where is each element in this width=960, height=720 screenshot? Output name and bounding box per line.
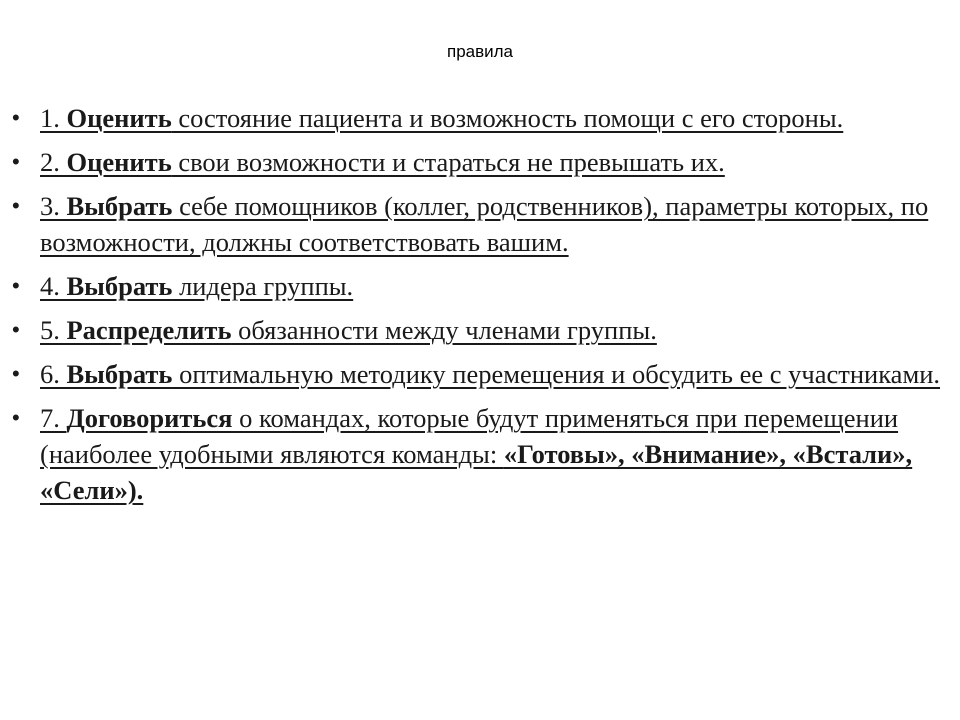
- list-item: [0, 312, 960, 348]
- bullet-icon: •: [12, 193, 20, 218]
- rule-verb: Распределить: [66, 315, 232, 345]
- list-item: [0, 268, 960, 304]
- rule-number: 5.: [40, 315, 67, 345]
- rule-number: 4.: [40, 271, 67, 301]
- rule-text: [40, 403, 912, 505]
- bullet-icon: •: [12, 361, 20, 386]
- rule-body: лидера группы.: [172, 271, 354, 301]
- rule-verb: Договориться: [66, 403, 233, 433]
- rule-text: [40, 103, 843, 133]
- rule-commands: «Готовы», «Внимание», «Встали», «Сели»).: [40, 439, 913, 505]
- rule-body: себе помощников (коллег, родственников), параметры которых, по возможности, должны соответствовать вашим.: [40, 191, 929, 257]
- rule-body: свои возможности и стараться не превышать их.: [171, 147, 725, 177]
- list-item: [0, 144, 960, 180]
- rule-body: о командах, которые будут применяться при перемещении (наиболее удобными являются команды:: [40, 403, 899, 469]
- rules-list: [0, 100, 960, 516]
- rule-verb: Оценить: [66, 147, 172, 177]
- list-item: [0, 356, 960, 392]
- bullet-icon: •: [12, 405, 20, 430]
- rule-body: оптимальную методику перемещения и обсудить ее с участниками.: [172, 359, 941, 389]
- rule-verb: Выбрать: [66, 359, 173, 389]
- bullet-icon: •: [12, 149, 20, 174]
- slide-title: правила: [446, 42, 514, 61]
- rule-text: [40, 359, 940, 389]
- list-item: [0, 100, 960, 136]
- rule-verb: Выбрать: [66, 271, 173, 301]
- rule-text: [40, 271, 353, 301]
- rule-body: состояние пациента и возможность помощи с его стороны.: [171, 103, 844, 133]
- rule-text: [40, 147, 725, 177]
- bullet-icon: •: [12, 317, 20, 342]
- rule-number: 3.: [40, 191, 67, 221]
- list-item: [0, 400, 960, 508]
- rule-number: 6.: [40, 359, 67, 389]
- list-item: [0, 188, 960, 260]
- bullet-icon: •: [12, 273, 20, 298]
- bullet-icon: •: [12, 105, 20, 130]
- rule-text: [40, 315, 657, 345]
- rule-verb: Оценить: [66, 103, 172, 133]
- rule-verb: Выбрать: [66, 191, 173, 221]
- rule-text: [40, 191, 928, 257]
- rule-number: 1.: [40, 103, 67, 133]
- rule-body: обязанности между членами группы.: [231, 315, 657, 345]
- rule-number: 2.: [40, 147, 67, 177]
- rule-number: 7.: [40, 403, 67, 433]
